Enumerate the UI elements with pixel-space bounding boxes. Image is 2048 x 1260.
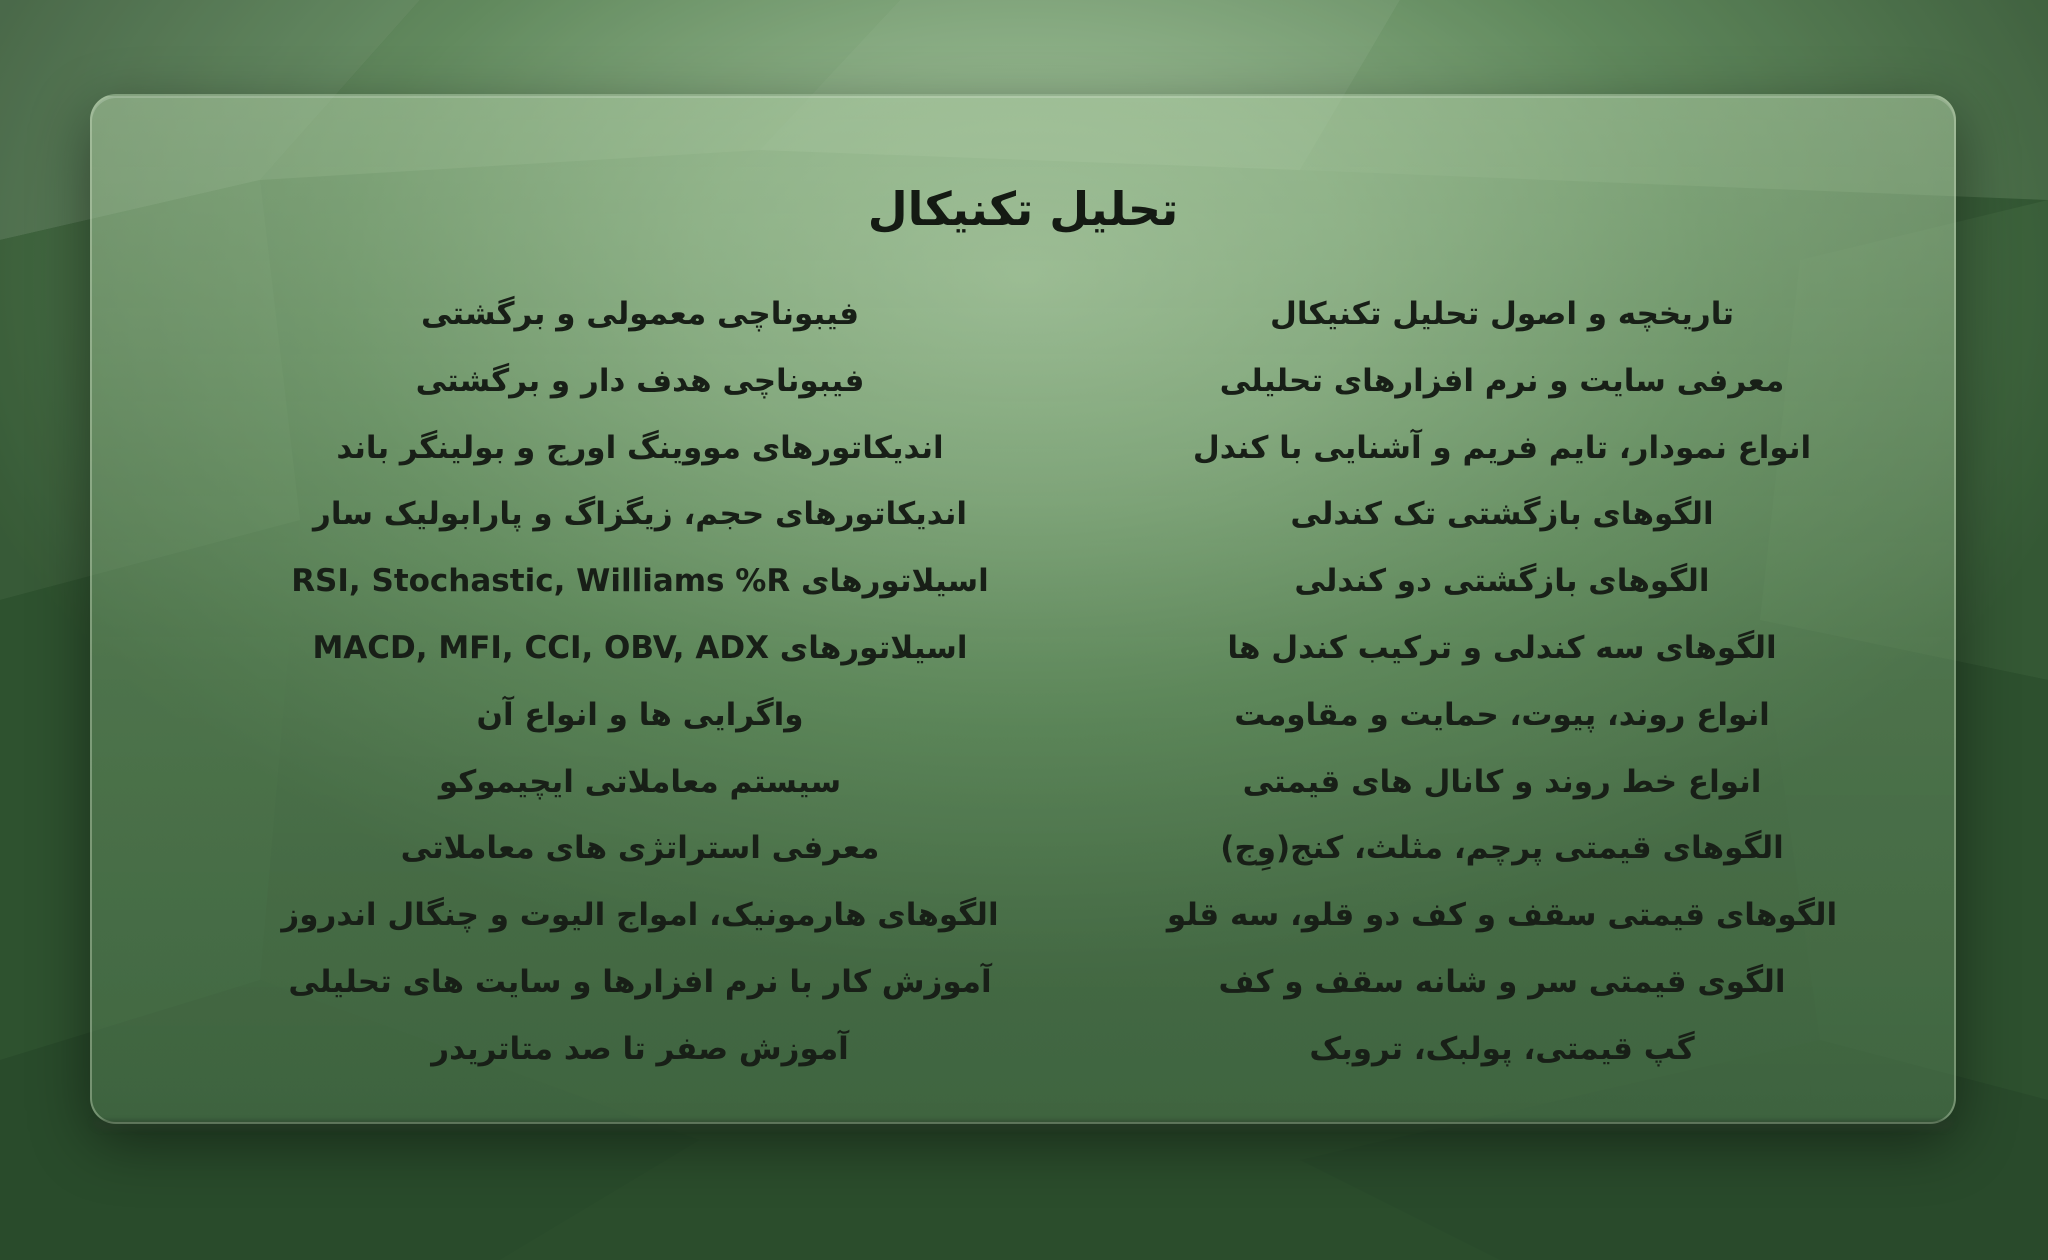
topic-item: فیبوناچی معمولی و برگشتی (420, 296, 860, 332)
topic-item: الگوهای سه کندلی و ترکیب کندل ها (1227, 629, 1777, 666)
topic-item: آموزش کار با نرم افزارها و سایت های تحلیلی (288, 963, 992, 1000)
topic-item: الگوهای قیمتی پرچم، مثلث، کنج(وِج) (1220, 830, 1784, 867)
topic-item: انواع نمودار، تایم فریم و آشنایی با کندل (1192, 429, 1812, 466)
topic-item: الگوی قیمتی سر و شانه سقف و کف (1218, 963, 1786, 1000)
topic-item: معرفی سایت و نرم افزارهای تحلیلی (1219, 362, 1785, 399)
topic-item: الگوهای بازگشتی تک کندلی (1290, 496, 1714, 533)
topics-column-right (1122, 281, 1882, 1083)
topic-item: الگوهای قیمتی سقف و کف دو قلو، سه قلو (1166, 897, 1838, 934)
topic-item: اسیلاتورهای MACD, MFI, CCI, OBV, ADX (312, 629, 968, 666)
topic-item: واگرایی ها و انواع آن (476, 696, 804, 733)
topic-item: معرفی استراتژی های معاملاتی (400, 830, 880, 867)
topic-item: اسیلاتورهای RSI, Stochastic, Williams %R (291, 563, 989, 600)
topic-item: الگوهای بازگشتی دو کندلی (1294, 563, 1710, 600)
topic-item: اندیکاتورهای حجم، زیگزاگ و پارابولیک سار (313, 496, 967, 533)
topic-item: اندیکاتورهای مووینگ اورج و بولینگر باند (336, 429, 944, 466)
page-title: تحلیل تکنیکال (867, 182, 1179, 236)
topics-column-left (260, 281, 1020, 1083)
topic-item: الگوهای هارمونیک، امواج الیوت و چنگال اندروز (281, 897, 999, 934)
course-outline-card (90, 94, 1956, 1124)
topic-item: تاریخچه و اصول تحلیل تکنیکال (1269, 296, 1735, 332)
topic-item: فیبوناچی هدف دار و برگشتی (415, 362, 865, 399)
topic-item: آموزش صفر تا صد متاتریدر (431, 1030, 849, 1067)
topic-item: گپ قیمتی، پولبک، تروبک (1309, 1030, 1695, 1067)
topic-item: انواع خط روند و کانال های قیمتی (1242, 763, 1762, 800)
topic-item: سیستم معاملاتی ایچیموکو (438, 763, 842, 800)
topic-item: انواع روند، پیوت، حمایت و مقاومت (1234, 696, 1770, 733)
